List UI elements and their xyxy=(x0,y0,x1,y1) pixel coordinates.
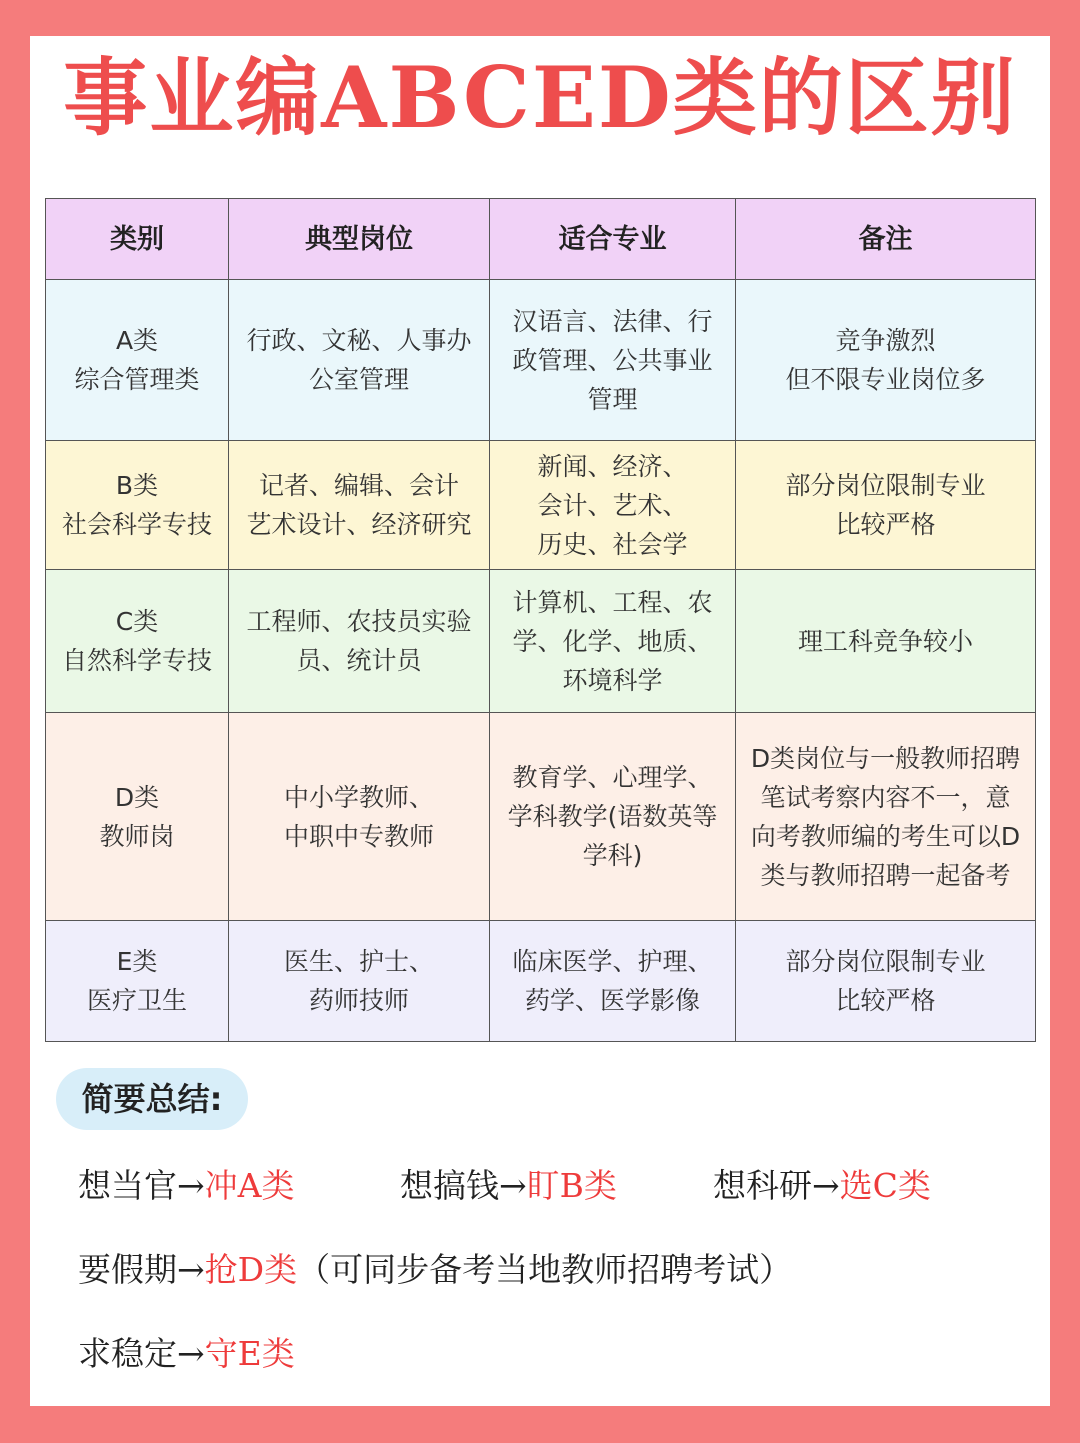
cell-category: E类 医疗卫生 xyxy=(46,921,229,1042)
table-header-row xyxy=(46,199,1036,280)
table-row-d xyxy=(46,713,1036,921)
comparison-table xyxy=(45,198,1036,1042)
table-row-b xyxy=(46,441,1036,570)
summary-item-b: 想搞钱→盯B类 xyxy=(400,1166,617,1205)
cell-majors: 教育学、心理学、 学科教学(语数英等 学科) xyxy=(490,713,736,921)
page-title: 事业编ABCED类的区别 xyxy=(63,48,1017,147)
cell-posts: 行政、文秘、人事办 公室管理 xyxy=(229,280,490,441)
cell-category: C类 自然科学专技 xyxy=(46,570,229,713)
cell-posts: 医生、护士、 药师技师 xyxy=(229,921,490,1042)
summary-item-e: 求稳定→守E类 xyxy=(78,1334,295,1373)
cell-notes: 理工科竞争较小 xyxy=(736,570,1036,713)
summary-item-c: 想科研→选C类 xyxy=(713,1166,931,1205)
cell-notes: 竞争激烈 但不限专业岗位多 xyxy=(736,280,1036,441)
summary-item-d: 要假期→抢D类（可同步备考当地教师招聘考试） xyxy=(78,1250,793,1289)
table-row-c xyxy=(46,570,1036,713)
summary-item-a: 想当官→冲A类 xyxy=(78,1166,295,1205)
header-typical-posts: 典型岗位 xyxy=(229,199,490,280)
header-category: 类别 xyxy=(46,199,229,280)
table-row-e xyxy=(46,921,1036,1042)
cell-posts: 工程师、农技员实验 员、统计员 xyxy=(229,570,490,713)
header-suitable-majors: 适合专业 xyxy=(490,199,736,280)
cell-category: A类 综合管理类 xyxy=(46,280,229,441)
cell-majors: 计算机、工程、农 学、化学、地质、 环境科学 xyxy=(490,570,736,713)
cell-posts: 中小学教师、 中职中专教师 xyxy=(229,713,490,921)
cell-notes: 部分岗位限制专业 比较严格 xyxy=(736,921,1036,1042)
cell-notes: 部分岗位限制专业 比较严格 xyxy=(736,441,1036,570)
cell-majors: 临床医学、护理、 药学、医学影像 xyxy=(490,921,736,1042)
cell-posts: 记者、编辑、会计 艺术设计、经济研究 xyxy=(229,441,490,570)
cell-notes: D类岗位与一般教师招聘 笔试考察内容不一，意 向考教师编的考生可以D 类与教师招聘一起备考 xyxy=(736,713,1036,921)
table-row-a xyxy=(46,280,1036,441)
cell-category: B类 社会科学专技 xyxy=(46,441,229,570)
cell-majors: 汉语言、法律、行 政管理、公共事业 管理 xyxy=(490,280,736,441)
header-notes: 备注 xyxy=(736,199,1036,280)
cell-majors: 新闻、经济、 会计、艺术、 历史、社会学 xyxy=(490,441,736,570)
cell-category: D类 教师岗 xyxy=(46,713,229,921)
summary-label: 简要总结: xyxy=(56,1068,248,1130)
